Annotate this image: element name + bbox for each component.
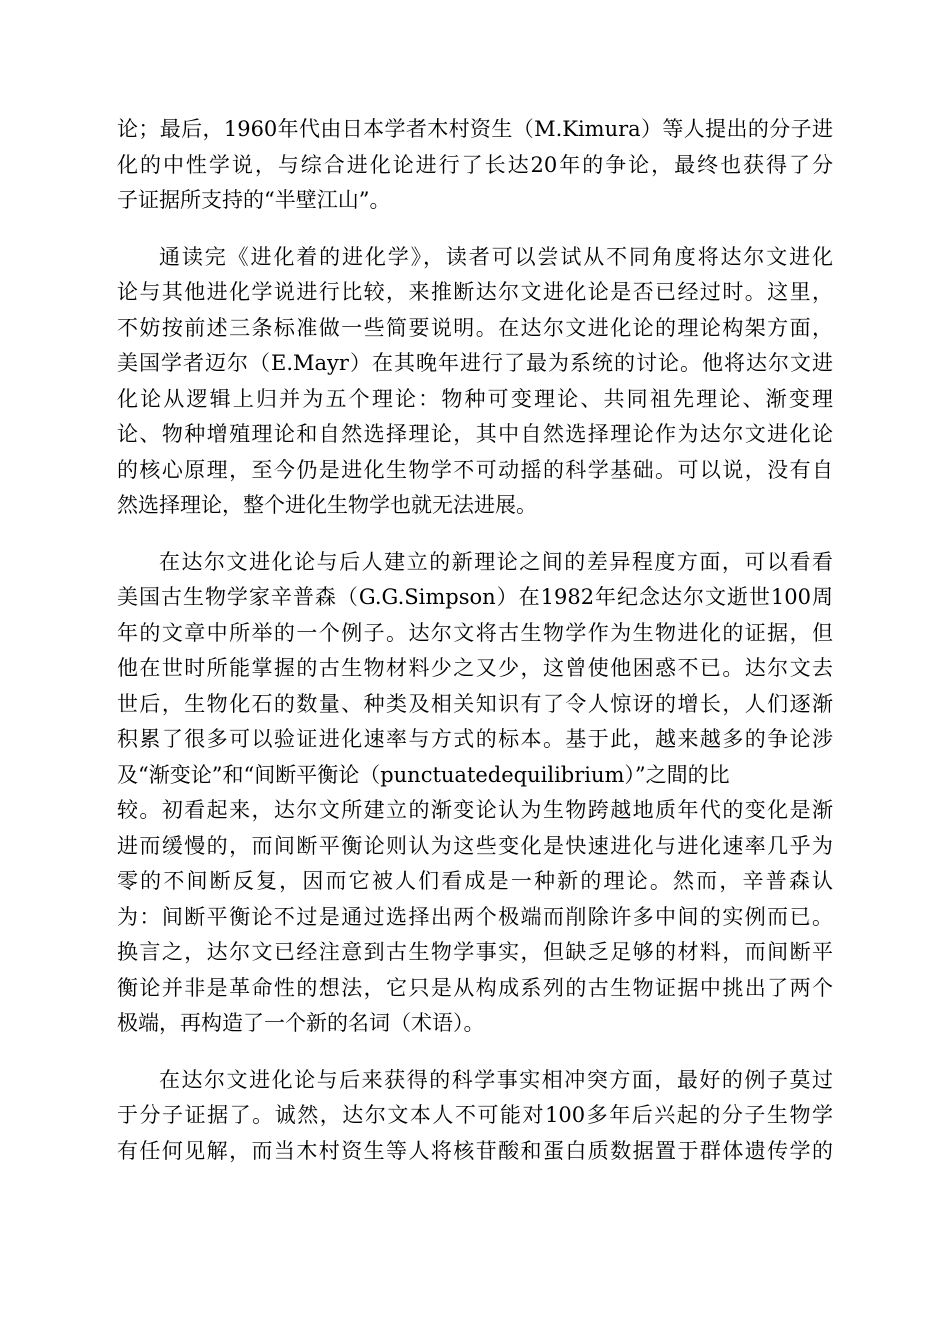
text-line: 论；最后，1960年代由日本学者木村资生（M.Kimura）等人提出的分子进 xyxy=(117,117,833,141)
text-line: 及“渐变论”和“间断平衡论（punctuatedequilibrium）”之間的比 xyxy=(117,762,730,787)
text-line: 论与其他进化学说进行比较，来推断达尔文进化论是否已经过时。这里， xyxy=(117,280,833,304)
text-line: 他在世时所能掌握的古生物材料少之又少，这曾使他困惑不已。达尔文去 xyxy=(117,656,833,680)
text-line: 进而缓慢的，而间断平衡论则认为这些变化是快速进化与进化速率几乎为 xyxy=(117,833,833,858)
text-line: 在达尔文进化论与后来获得的科学事实相冲突方面，最好的例子莫过 xyxy=(159,1067,833,1092)
text-line: 有任何见解，而当木村资生等人将核苷酸和蛋白质数据置于群体遗传学的 xyxy=(117,1138,833,1163)
text-line: 零的不间断反复，因而它被人们看成是一种新的理论。然而，辛普森认 xyxy=(117,869,833,893)
text-line: 较。初看起来，达尔文所建立的渐变论认为生物跨越地质年代的变化是渐 xyxy=(117,798,833,822)
text-line: 子证据所支持的“半壁江山”。 xyxy=(117,188,391,212)
text-line: 不妨按前述三条标准做一些简要说明。在达尔文进化论的理论构架方面， xyxy=(117,315,833,340)
text-line: 然选择理论，整个进化生物学也就无法进展。 xyxy=(117,493,537,517)
text-line: 积累了很多可以验证进化速率与方式的标本。基于此，越来越多的争论涉 xyxy=(117,727,833,751)
text-line: 美国古生物学家辛普森（G.G.Simpson）在1982年纪念达尔文逝世100周 xyxy=(117,585,833,609)
text-line: 的核心原理，至今仍是进化生物学不可动摇的科学基础。可以说，没有自 xyxy=(117,457,833,482)
paragraph-2 xyxy=(117,240,833,524)
paragraph-1 xyxy=(117,112,833,219)
text-line: 年的文章中所举的一个例子。达尔文将古生物学作为生物进化的证据，但 xyxy=(117,620,833,645)
document-page xyxy=(117,112,833,1190)
text-line: 在达尔文进化论与后人建立的新理论之间的差异程度方面，可以看看 xyxy=(159,549,833,574)
text-line: 为：间断平衡论不过是通过选择出两个极端而削除许多中间的实例而已。 xyxy=(117,904,833,929)
text-line: 于分子证据了。诚然，达尔文本人不可能对100多年后兴起的分子生物学 xyxy=(117,1103,833,1127)
text-line: 衡论并非是革命性的想法，它只是从构成系列的古生物证据中挑出了两个 xyxy=(117,975,833,1000)
text-line: 美国学者迈尔（E.Mayr）在其晚年进行了最为系统的讨论。他将达尔文进 xyxy=(117,351,833,375)
text-line: 化论从逻辑上归并为五个理论：物种可变理论、共同祖先理论、渐变理 xyxy=(117,386,833,411)
text-line: 论、物种增殖理论和自然选择理论，其中自然选择理论作为达尔文进化论 xyxy=(117,422,833,446)
text-line: 通读完《进化着的进化学》，读者可以尝试从不同角度将达尔文进化 xyxy=(159,244,833,269)
text-line: 世后，生物化石的数量、种类及相关知识有了令人惊讶的增长，人们逐渐 xyxy=(117,691,833,716)
text-line: 换言之，达尔文已经注意到古生物学事实，但缺乏足够的材料，而间断平 xyxy=(117,940,833,964)
text-line: 极端，再构造了一个新的名词（术语）。 xyxy=(117,1011,485,1035)
text-line: 化的中性学说，与综合进化论进行了长达20年的争论，最终也获得了分 xyxy=(117,152,833,177)
paragraph-4 xyxy=(117,1063,833,1170)
paragraph-3 xyxy=(117,545,833,1042)
